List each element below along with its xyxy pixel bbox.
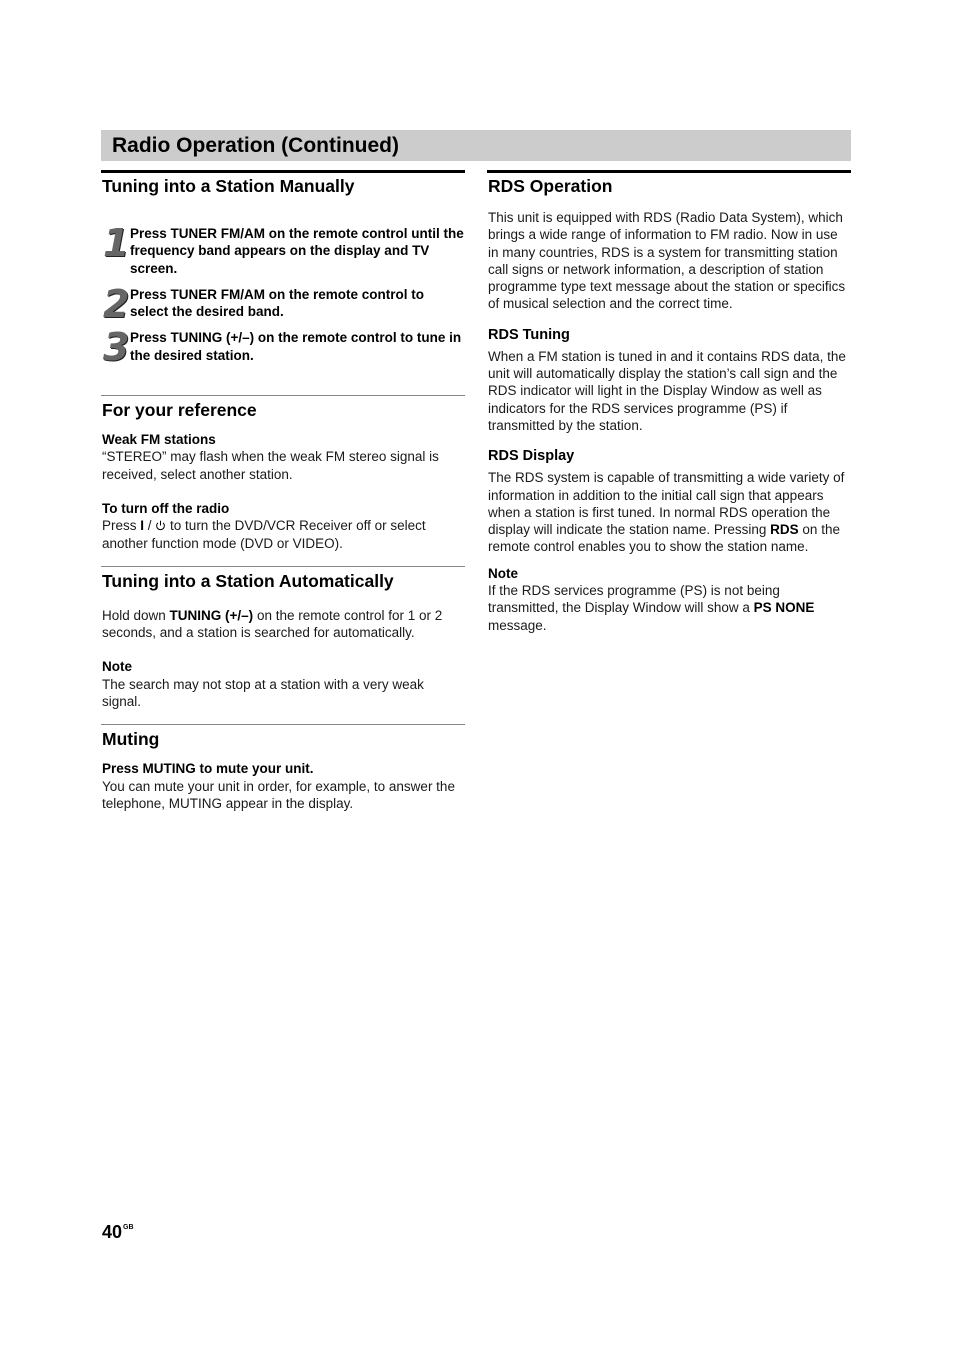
auto-note-label: Note [102,659,132,675]
ps-none-key: PS NONE [753,600,815,616]
rds-display-text: The RDS system is capable of transmitting a wide variety of information in addition to the initial call sign that appears when a station is first tuned. In normal RDS operation the display will indicate the station name. Pressing RDS on the remote control enables you to show the station name. [488,470,845,555]
rds-key: RDS [770,522,799,538]
step-text: Press TUNER FM/AM on the remote control until the frequency band appears on the display and TV screen. [130,226,464,276]
page-number: $40^{GB}$ [102,1222,134,1242]
reference-heading: For your reference [101,395,465,421]
rds-intro: This unit is equipped with RDS (Radio Data System), which brings a wide range of information to FM radio. Now in use in many countries, RDS is a system for transmitting station call signs or network information, a description of station programme type text message about the station or specifics of musical selection and the correct time. [488,210,846,312]
section-auto-tuning [101,566,465,710]
step-3 [101,325,465,370]
power-key: I [140,518,145,534]
region-code: GB [123,1224,134,1231]
step-text: Press TUNER FM/AM on the remote control to select the desired band. [130,286,425,320]
title-bar [101,130,851,161]
section-muting [101,724,465,812]
rds-tuning-text: When a FM station is tuned in and it contains RDS data, the unit will automatically display the station’s call sign and the RDS indicator will light in the Display Window as well as indicators for the RDS services programme (PS) if transmitted by the station. [488,348,846,433]
step-1 [101,221,465,277]
weak-fm-label: Weak FM stations [102,432,216,448]
step-number: 2 [103,281,130,326]
right-column [487,170,851,634]
muting-instruction: Press MUTING to mute your unit. [102,761,314,777]
weak-fm-text: “STEREO” may flash when the weak FM stereo signal is received, select another station. [102,449,439,482]
auto-note-text: The search may not stop at a station with a very weak signal. [102,676,424,710]
step-2 [101,281,465,326]
muting-text: You can mute your unit in order, for example, to answer the telephone, MUTING appear in the display. [102,778,455,811]
auto-heading: Tuning into a Station Automatically [101,566,465,592]
manual-heading: Tuning into a Station Manually [101,170,465,197]
tuning-key: TUNING (+/–) [169,607,254,623]
rds-note-text: If the RDS services programme (PS) is not being transmitted, the Display Window will show a PS NONE message. [488,583,815,633]
section-rds [487,170,851,634]
rds-heading: RDS Operation [487,170,851,197]
turn-off-text: Press I / to turn the DVD/VCR Receiver off or select another function mode (DVD or VIDEO). [102,518,426,551]
section-manual-tuning [101,170,465,370]
section-reference [101,395,465,552]
rds-note-label: Note [488,565,518,581]
auto-text: Hold down TUNING (+/–) on the remote control for 1 or 2 seconds, and a station is searched for automatically. [102,607,443,641]
turn-off-label: To turn off the radio [102,500,230,516]
power-icon [155,520,166,531]
left-column [101,170,465,812]
muting-heading: Muting [101,724,465,750]
page-title: Radio Operation (Continued) [112,134,399,157]
rds-display-heading: RDS Display [488,448,575,465]
step-number: 3 [103,325,130,370]
step-number: 1 [103,221,130,265]
step-text: Press TUNING (+/–) on the remote control to tune in the desired station. [130,330,462,363]
rds-tuning-heading: RDS Tuning [488,326,570,343]
